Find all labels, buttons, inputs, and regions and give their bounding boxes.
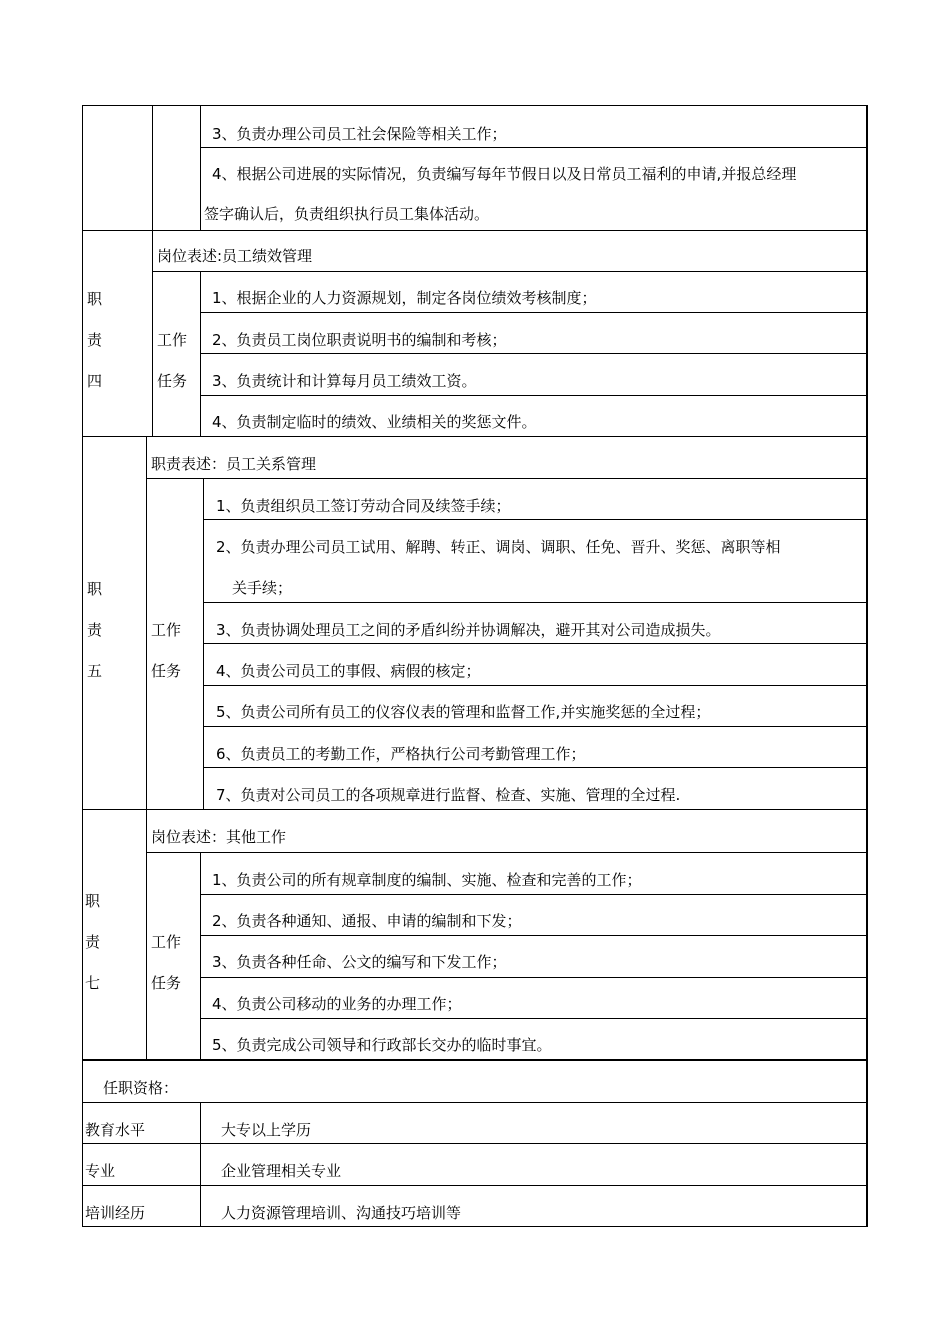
column-divider (200, 271, 201, 436)
column-divider (146, 436, 147, 809)
row-divider (200, 147, 867, 148)
duty-description: 岗位表述:员工绩效管理 (157, 247, 313, 265)
qualification-value: 大专以上学历 (221, 1121, 312, 1139)
task-item: 1、根据企业的人力资源规划，制定各岗位绩效考核制度； (212, 289, 597, 307)
row-divider (200, 894, 867, 895)
column-divider (200, 852, 201, 1059)
task-item: 4、根据公司进展的实际情况，负责编写每年节假日以及日常员工福利的申请,并报总经理 (212, 165, 797, 183)
task-label: 任务 (151, 974, 182, 992)
task-label: 任务 (151, 662, 182, 680)
row-divider (200, 1018, 867, 1019)
task-item: 5、负责公司所有员工的仪容仪表的管理和监督工作,并实施奖惩的全过程； (216, 703, 711, 721)
row-divider (152, 271, 867, 272)
row-divider (203, 726, 867, 727)
row-divider (200, 312, 867, 313)
task-item: 4、负责制定临时的绩效、业绩相关的奖惩文件。 (212, 413, 537, 431)
qualification-value: 人力资源管理培训、沟通技巧培训等 (221, 1204, 462, 1222)
row-divider (200, 935, 867, 936)
duty-label-char: 五 (87, 662, 103, 680)
row-divider (203, 643, 867, 644)
column-divider (203, 478, 204, 809)
duty-label-char: 职 (87, 290, 103, 308)
task-item: 4、负责公司移动的业务的办理工作； (212, 995, 462, 1013)
task-item: 2、负责办理公司员工试用、解聘、转正、调岗、调职、任免、晋升、奖惩、离职等相 (216, 538, 781, 556)
qualification-label: 培训经历 (85, 1204, 146, 1222)
column-divider (146, 809, 147, 1059)
duty-label-char: 责 (87, 621, 103, 639)
row-divider (200, 977, 867, 978)
duty-description: 职责表述：员工关系管理 (151, 455, 317, 473)
qualification-label: 教育水平 (85, 1121, 146, 1139)
row-divider (82, 436, 867, 437)
row-divider (200, 395, 867, 396)
duty-label-char: 职 (85, 892, 101, 910)
row-divider (203, 685, 867, 686)
task-item: 3、负责统计和计算每月员工绩效工资。 (212, 372, 477, 390)
task-item: 2、负责各种通知、通报、申请的编制和下发； (212, 912, 522, 930)
duty-label-char: 责 (87, 331, 103, 349)
column-divider (200, 105, 201, 230)
qualifications-heading: 任职资格： (103, 1079, 179, 1097)
duty-label-char: 七 (85, 974, 101, 992)
task-label: 工作 (151, 621, 182, 639)
task-item: 3、负责各种任命、公文的编写和下发工作； (212, 953, 507, 971)
duty-description: 岗位表述：其他工作 (151, 828, 287, 846)
row-divider (82, 230, 867, 231)
row-divider (82, 809, 867, 810)
row-divider (203, 602, 867, 603)
task-item: 1、负责组织员工签订劳动合同及续签手续； (216, 497, 511, 515)
qualification-value: 企业管理相关专业 (221, 1162, 342, 1180)
duty-label-char: 责 (85, 933, 101, 951)
column-divider (152, 230, 153, 436)
row-divider (146, 852, 867, 853)
task-item: 3、负责协调处理员工之间的矛盾纠纷并协调解决，避开其对公司造成损失。 (216, 621, 721, 639)
row-divider (200, 353, 867, 354)
column-divider (200, 1102, 201, 1227)
task-item: 5、负责完成公司领导和行政部长交办的临时事宜。 (212, 1036, 552, 1054)
row-divider (82, 1059, 867, 1061)
duty-label-char: 职 (87, 580, 103, 598)
row-divider (203, 767, 867, 768)
task-label: 工作 (157, 331, 188, 349)
task-item: 7、负责对公司员工的各项规章进行监督、检查、实施、管理的全过程. (216, 786, 681, 804)
task-item: 关手续； (232, 579, 293, 597)
duty-label-char: 四 (87, 372, 103, 390)
column-divider (152, 105, 153, 230)
task-item: 2、负责员工岗位职责说明书的编制和考核； (212, 331, 507, 349)
task-item: 6、负责员工的考勤工作，严格执行公司考勤管理工作； (216, 745, 586, 763)
task-item: 4、负责公司员工的事假、病假的核定； (216, 662, 481, 680)
row-divider (203, 519, 867, 520)
task-label: 任务 (157, 372, 188, 390)
row-divider (146, 478, 867, 479)
task-item: 签字确认后，负责组织执行员工集体活动。 (204, 205, 490, 223)
task-item: 1、负责公司的所有规章制度的编制、实施、检查和完善的工作； (212, 871, 642, 889)
task-item: 3、负责办理公司员工社会保险等相关工作； (212, 125, 507, 143)
task-label: 工作 (151, 933, 182, 951)
qualification-label: 专业 (85, 1162, 116, 1180)
